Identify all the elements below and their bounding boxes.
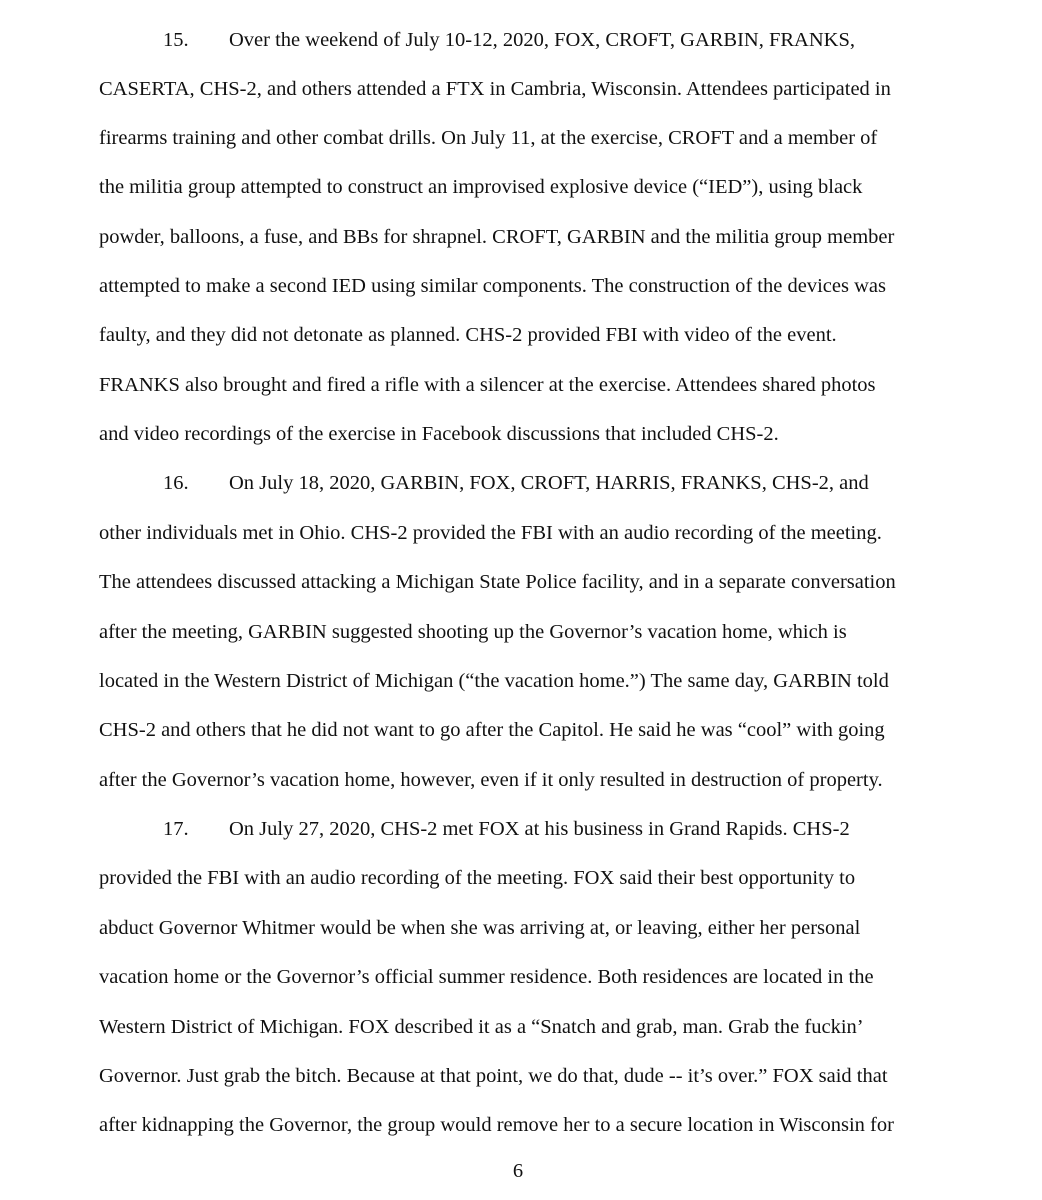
paragraph-line: abduct Governor Whitmer would be when she was arriving at, or leaving, either her personal [99,917,861,939]
paragraph-17-first-line [99,817,850,841]
paragraph-line: Governor. Just grab the bitch. Because at that point, we do that, dude -- it’s over.” FOX said that [99,1065,888,1087]
paragraph-line: provided the FBI with an audio recording of the meeting. FOX said their best opportunity to [99,867,856,889]
paragraph-line: FRANKS also brought and fired a rifle with a silencer at the exercise. Attendees shared photos [99,374,876,396]
paragraph-line: The attendees discussed attacking a Michigan State Police facility, and in a separate conversation [99,571,896,593]
paragraph-line: and video recordings of the exercise in Facebook discussions that included CHS-2. [99,423,779,445]
paragraph-line: CHS-2 and others that he did not want to go after the Capitol. He said he was “cool” with going [99,719,885,741]
paragraph-line: located in the Western District of Michigan (“the vacation home.”) The same day, GARBIN told [99,670,889,692]
paragraph-line: faulty, and they did not detonate as planned. CHS-2 provided FBI with video of the event. [99,324,837,346]
paragraph-text: On July 27, 2020, CHS-2 met FOX at his business in Grand Rapids. CHS-2 [229,818,850,840]
paragraph-16-first-line [99,471,869,495]
page-number: 6 [512,1160,524,1182]
paragraph-line: other individuals met in Ohio. CHS-2 provided the FBI with an audio recording of the meeting. [99,522,882,544]
paragraph-line: after the Governor’s vacation home, however, even if it only resulted in destruction of property. [99,769,883,791]
paragraph-number: 16. [163,472,189,494]
paragraph-line: the militia group attempted to construct an improvised explosive device (“IED”), using black [99,176,863,198]
paragraph-number: 17. [163,818,189,840]
paragraph-line: Western District of Michigan. FOX described it as a “Snatch and grab, man. Grab the fuckin’ [99,1016,864,1038]
paragraph-line: firearms training and other combat drills. On July 11, at the exercise, CROFT and a member of [99,127,878,149]
paragraph-text: Over the weekend of July 10-12, 2020, FOX, CROFT, GARBIN, FRANKS, [229,29,855,51]
paragraph-line: after kidnapping the Governor, the group would remove her to a secure location in Wisconsin for [99,1114,894,1136]
paragraph-line: after the meeting, GARBIN suggested shooting up the Governor’s vacation home, which is [99,621,847,643]
paragraph-line: attempted to make a second IED using similar components. The construction of the devices was [99,275,886,297]
paragraph-text: On July 18, 2020, GARBIN, FOX, CROFT, HARRIS, FRANKS, CHS-2, and [229,472,869,494]
paragraph-line: powder, balloons, a fuse, and BBs for shrapnel. CROFT, GARBIN and the militia group member [99,226,895,248]
paragraph-line: vacation home or the Governor’s official summer residence. Both residences are located in the [99,966,874,988]
paragraph-15-first-line [99,28,855,52]
paragraph-number: 15. [163,29,189,51]
paragraph-line: CASERTA, CHS-2, and others attended a FTX in Cambria, Wisconsin. Attendees participated in [99,78,891,100]
